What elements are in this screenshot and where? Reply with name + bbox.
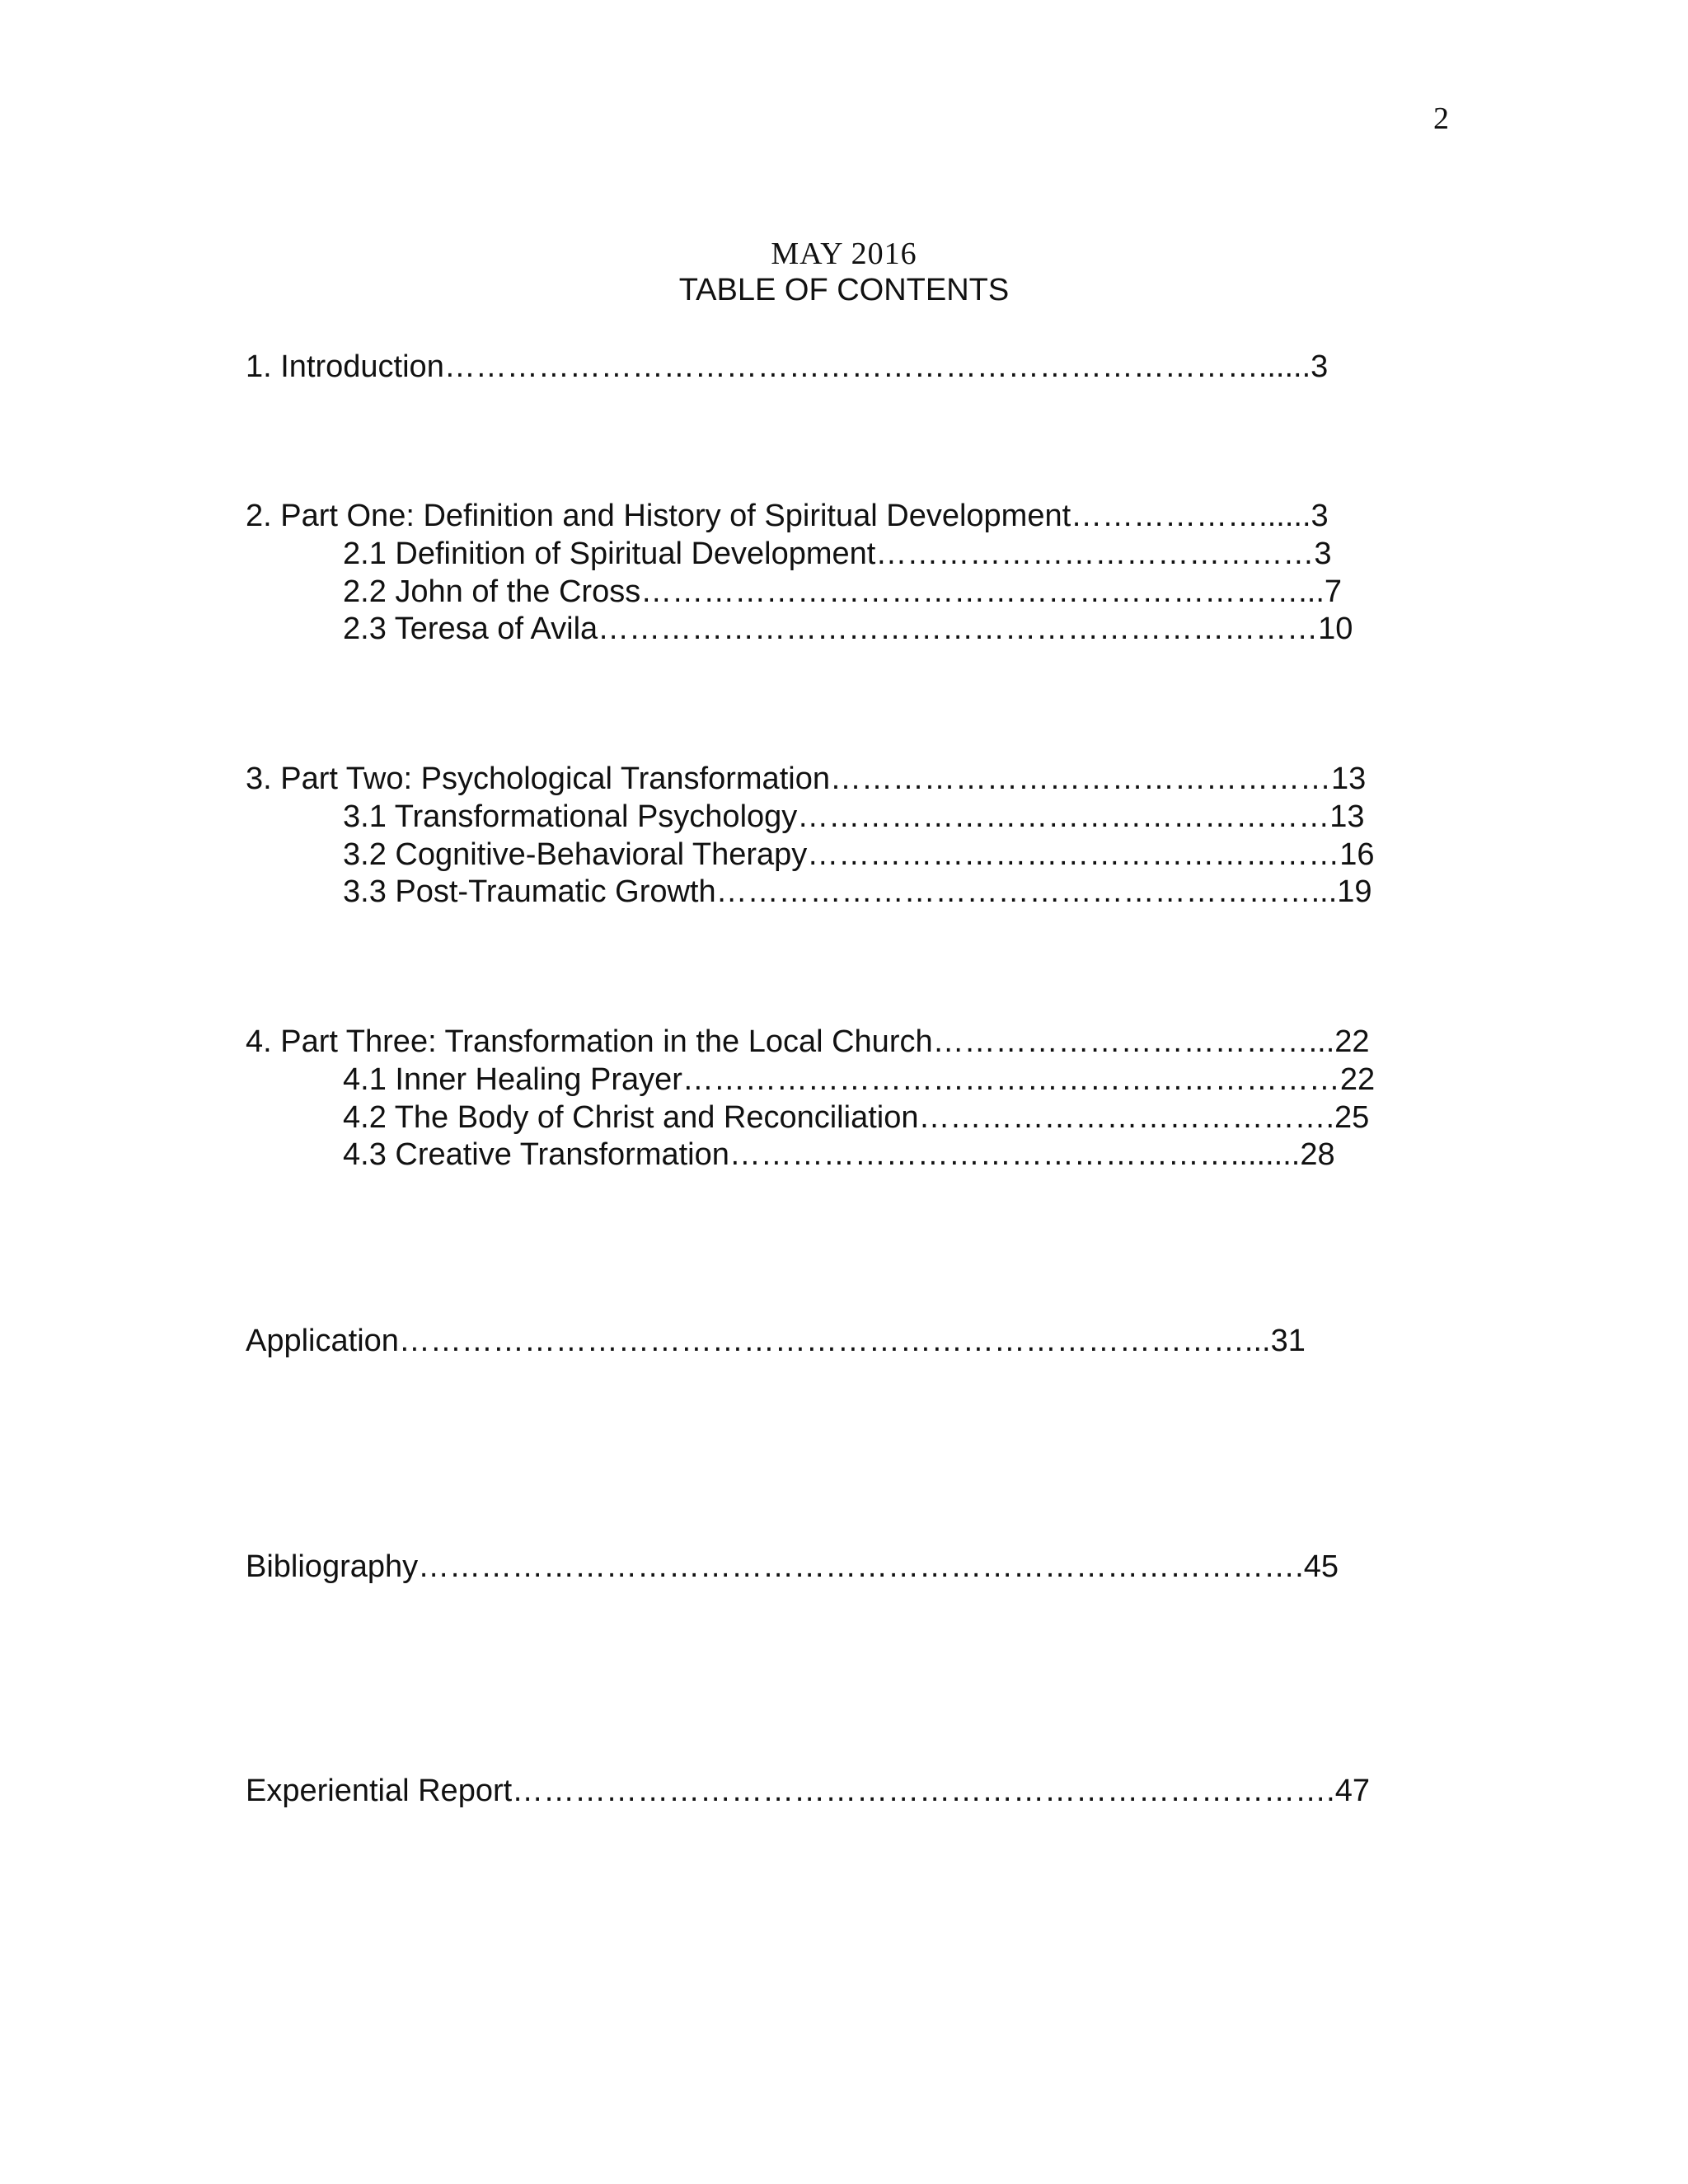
toc-entry-cbt: 3.2 Cognitive-Behavioral Therapy……………………………………………16 [343,837,1375,872]
toc-entry-part-one: 2. Part One: Definition and History of Spiritual Development………………......3 [246,499,1329,533]
page-number: 2 [1433,101,1449,136]
toc-entry-creative-transformation: 4.3 Creative Transformation…………………………………………........28 [343,1137,1335,1172]
toc-entry-part-three: 4. Part Three: Transformation in the Local Church………………………………...22 [246,1024,1370,1059]
toc-entry-body-of-christ: 4.2 The Body of Christ and Reconciliation………………………………….25 [343,1100,1370,1135]
toc-entry-post-traumatic-growth: 3.3 Post-Traumatic Growth…………………………………………………...19 [343,874,1372,909]
page-title: TABLE OF CONTENTS [678,273,1010,307]
toc-entry-inner-healing-prayer: 4.1 Inner Healing Prayer………………………………………………………22 [343,1062,1376,1097]
toc-entry-introduction: 1. Introduction……………………………………………………………………......3 [246,349,1329,384]
toc-entry-john-of-the-cross: 2.2 John of the Cross………………………………………………………...7 [343,574,1343,609]
toc-entry-transformational-psychology: 3.1 Transformational Psychology……………………………………………13 [343,799,1365,834]
toc-entry-teresa-of-avila: 2.3 Teresa of Avila……………………………………………………………10 [343,612,1353,646]
toc-entry-experiential-report: Experiential Report…………………………………………………………………….47 [246,1774,1370,1808]
document-date: MAY 2016 [771,237,917,271]
toc-entry-definition: 2.1 Definition of Spiritual Development……………………………………3 [343,537,1332,571]
toc-entry-application: Application………………………………………………………………………...31 [246,1324,1306,1358]
toc-entry-part-two: 3. Part Two: Psychological Transformation…………………………………………13 [246,762,1367,796]
toc-entry-bibliography: Bibliography………………………………………………………………………….45 [246,1549,1339,1584]
